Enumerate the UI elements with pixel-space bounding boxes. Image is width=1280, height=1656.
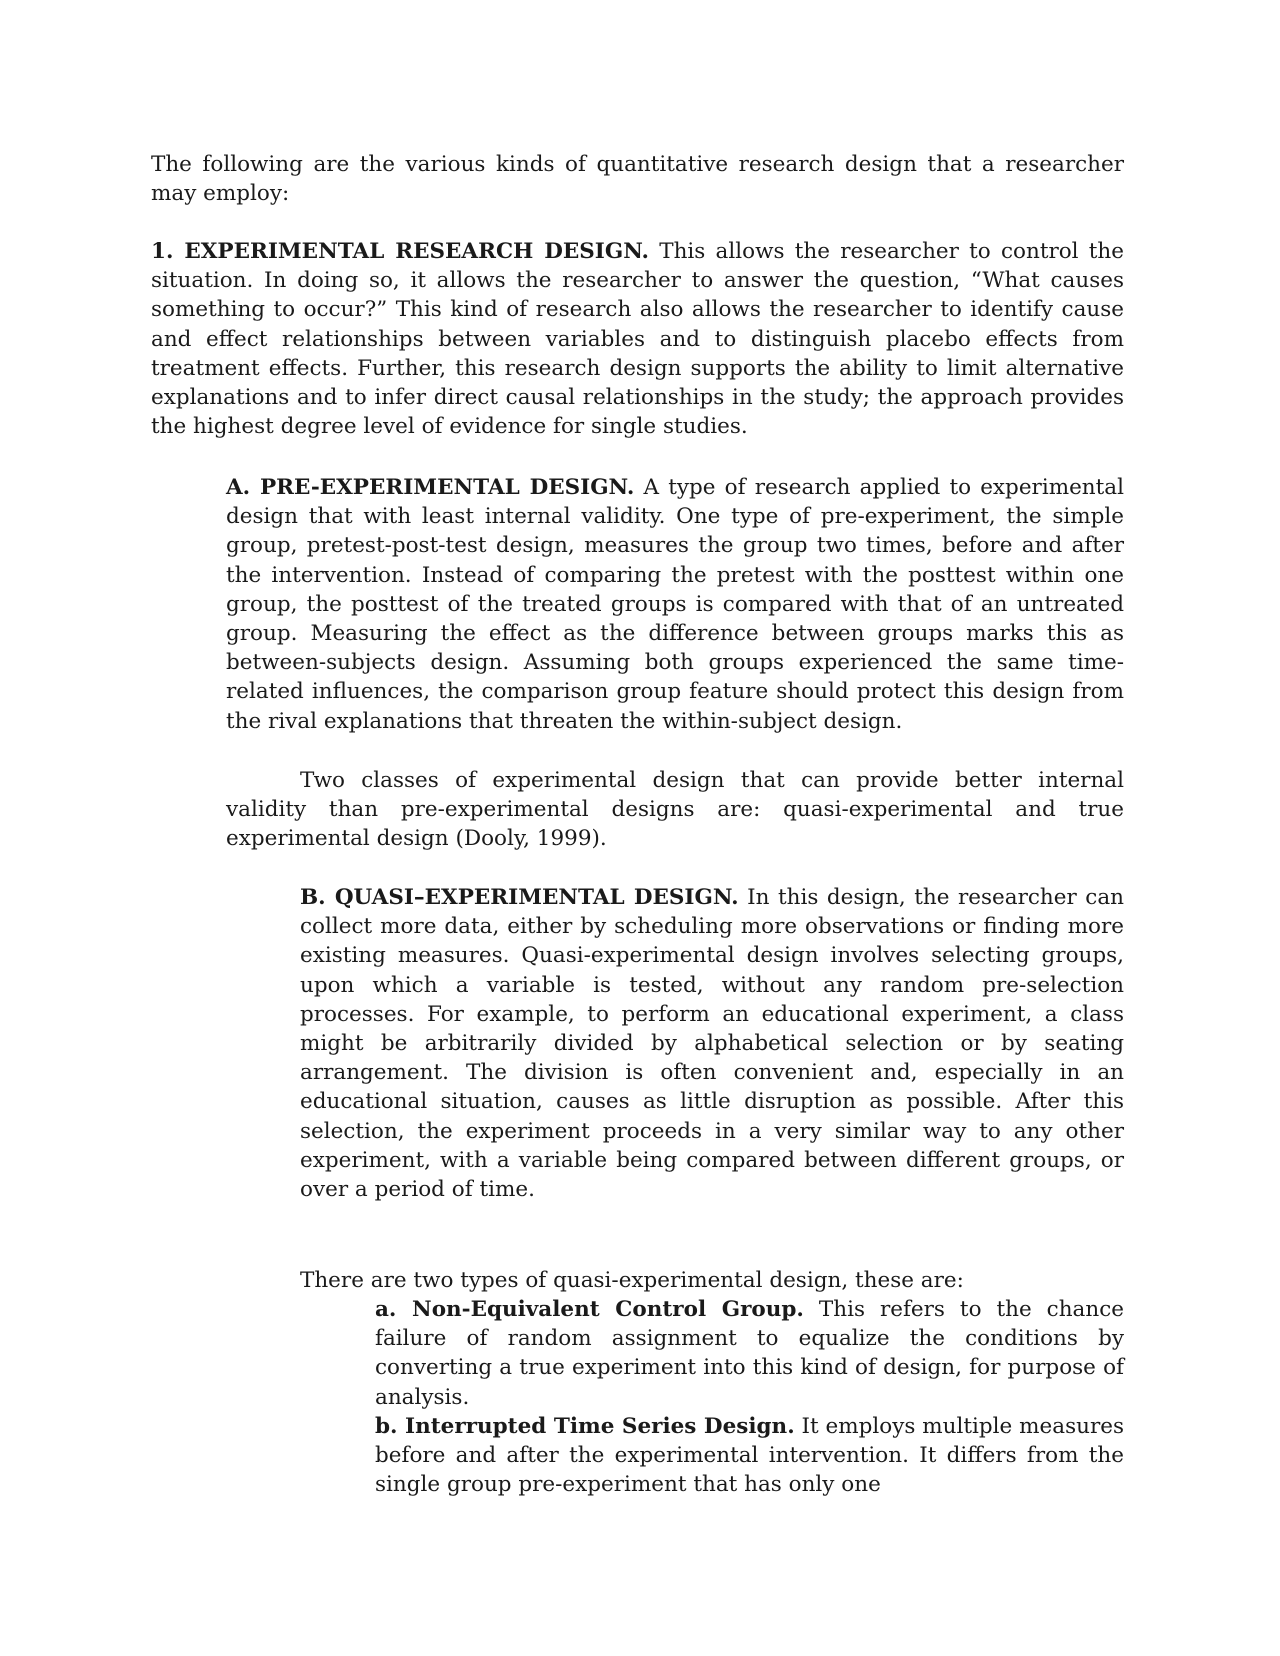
type-non-equivalent-control-group xyxy=(375,1295,1124,1412)
pre-experimental-paragraph-2: Two classes of experimental design that can provide better internal validity than pre-experimental designs are: quasi-experimental and true experimental design (Dooly, 1999). xyxy=(226,768,1124,852)
section-pre-experimental-design xyxy=(226,473,1124,736)
type-heading: a. Non-Equivalent Control Group. xyxy=(375,1297,804,1322)
section-heading: B. QUASI–EXPERIMENTAL DESIGN. xyxy=(300,885,739,910)
section-heading: 1. EXPERIMENTAL RESEARCH DESIGN. xyxy=(151,239,649,264)
type-body: It employs multiple measures before and after the experimental intervention. It differs from the single group pre-experiment that has only one xyxy=(375,1414,1124,1498)
section-heading: A. PRE-EXPERIMENTAL DESIGN. xyxy=(226,475,635,500)
quasi-types-intro: There are two types of quasi-experimental design, these are: xyxy=(300,1268,964,1293)
section-body: In this design, the researcher can collect more data, either by scheduling more observations or finding more existing measures. Quasi-experimental design involves selecting groups, upon which a variable is tested, without any random pre-selection processes. For example, to perform an educational experiment, a class might be arbitrarily divided by alphabetical selection or by seating arrangement. The division is often convenient and, especially in an educational situation, causes as little disruption as possible. After this selection, the experiment proceeds in a very similar way to any other experiment, with a variable being compared between different groups, or over a period of time. xyxy=(300,885,1124,1203)
type-heading: b. Interrupted Time Series Design. xyxy=(375,1414,795,1439)
intro-paragraph: The following are the various kinds of quantitative research design that a researcher may employ: xyxy=(151,152,1124,207)
section-experimental-research-design xyxy=(151,237,1124,441)
section-body: This allows the researcher to control the situation. In doing so, it allows the researcher to answer the question, “What causes something to occur?” This kind of research also allows the researcher to identify cause and effect relationships between variables and to distinguish placebo effects from treatment effects. Further, this research design supports the ability to limit alternative explanations and to infer direct causal relationships in the study; the approach provides the highest degree level of evidence for single studies. xyxy=(151,239,1124,440)
section-body: A type of research applied to experimental design that with least internal validity. One type of pre-experiment, the simple group, pretest-post-test design, measures the group two times, before and after the intervention. Instead of comparing the pretest with the posttest within one group, the posttest of the treated groups is compared with that of an untreated group. Measuring the effect as the difference between groups marks this as between-subjects design. Assuming both groups experienced the same time-related influences, the comparison group feature should protect this design from the rival explanations that threaten the within-subject design. xyxy=(226,475,1124,734)
section-quasi-experimental-design xyxy=(300,883,1124,1204)
type-interrupted-time-series xyxy=(375,1412,1124,1500)
type-body: This refers to the chance failure of random assignment to equalize the conditions by converting a true experiment into this kind of design, for purpose of analysis. xyxy=(375,1297,1124,1410)
